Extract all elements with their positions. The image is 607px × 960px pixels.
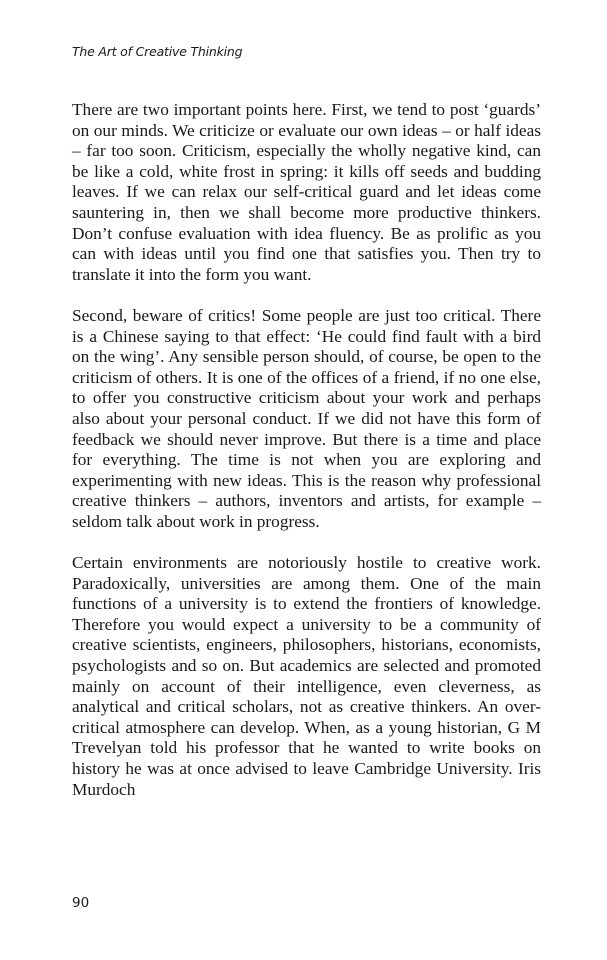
page-number: 90: [72, 895, 90, 911]
paragraph-3: Certain environments are notoriously hostile to creative work. Paradoxically, universities are among them. One of the main functions of a university is to extend the frontiers of knowledge. Therefore you would expect a university to be a community of creative scientists, engineers, philosophers, historians, economists, psychologists and so on. But academics are selected and promoted mainly on account of their intelligence, even cleverness, as analytical and critical scholars, not as creative thinkers. An over-critical atmosphere can develop. When, as a young historian, G M Trevelyan told his professor that he wanted to write books on history he was at once advised to leave Cambridge University. Iris Murdoch: [72, 553, 541, 799]
paragraph-1: There are two important points here. First, we tend to post ‘guards’ on our minds. We criticize or evaluate our own ideas – or half ideas – far too soon. Criticism, especially the wholly negative kind, can be like a cold, white frost in spring: it kills off seeds and budding leaves. If we can relax our self-critical guard and let ideas come sauntering in, then we shall become more productive thinkers. Don’t confuse evaluation with idea fluency. Be as prolific as you can with ideas until you find one that satisfies you. Then try to translate it into the form you want.: [72, 100, 541, 284]
paragraph-2: Second, beware of critics! Some people are just too critical. There is a Chinese saying to that effect: ‘He could find fault with a bird on the wing’. Any sensible person should, of course, be open to the criticism of others. It is one of the offices of a friend, if no one else, to offer you constructive criticism about your work and perhaps also about your personal conduct. If we did not have this form of feedback we should never improve. But there is a time and place for everything. The time is not when you are exploring and experimenting with new ideas. This is the reason why professional creative thinkers – authors, inventors and artists, for example – seldom talk about work in progress.: [72, 305, 541, 531]
body-text: [72, 100, 541, 800]
running-head-title: The Art of Creative Thinking: [72, 44, 243, 59]
